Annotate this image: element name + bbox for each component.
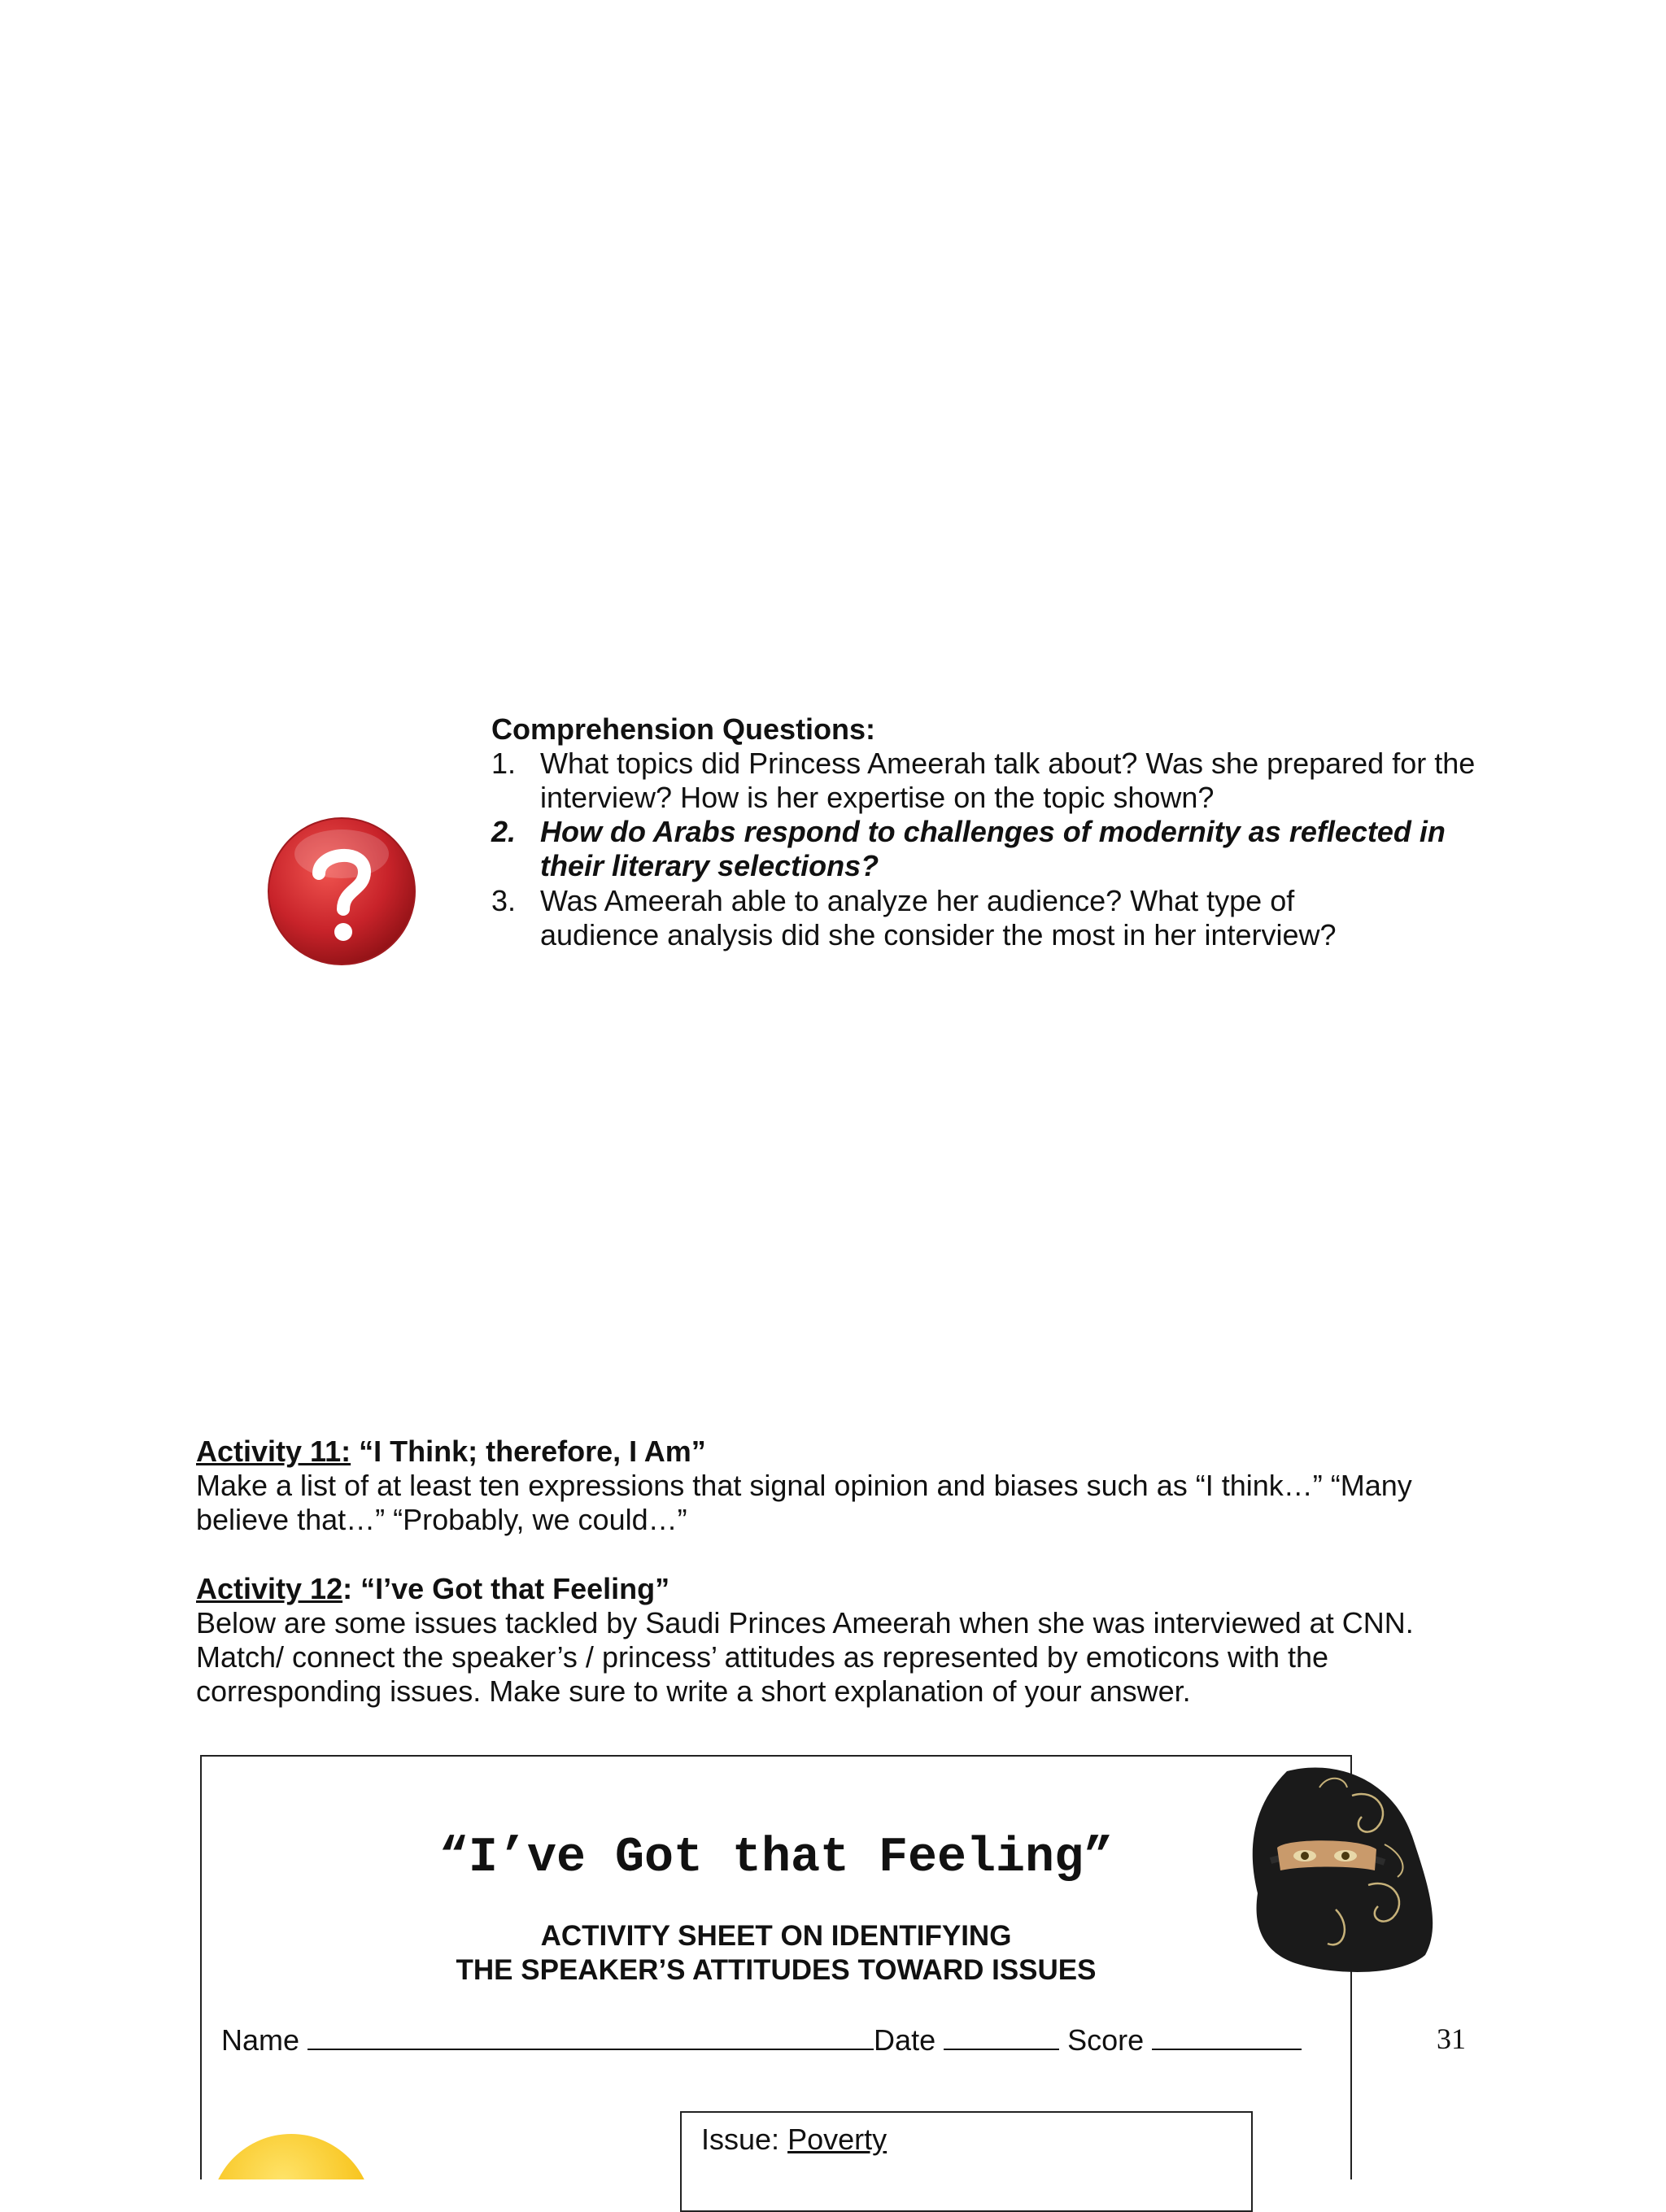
activity-12-title: : “I’ve Got that Feeling” — [342, 1572, 670, 1605]
sheet-subtitle-1: ACTIVITY SHEET ON IDENTIFYING — [540, 1920, 1012, 1952]
veiled-woman-illustration — [1238, 1763, 1438, 1978]
activity-11-text: Make a list of at least ten expressions that signal opinion and biases such as “I think…” “Many believe that…” “Probably, we could…” — [196, 1469, 1412, 1536]
question-1 — [491, 747, 1500, 815]
comprehension-heading: Comprehension Questions: — [491, 712, 876, 746]
sheet-title: “I’ve Got that Feeling” — [438, 1831, 1114, 1886]
sheet-form-line — [221, 2023, 1302, 2057]
activity-sheet — [200, 1755, 1352, 2179]
issue-value: Poverty — [787, 2123, 888, 2156]
question-1-number: 1. — [491, 747, 517, 780]
activity-11-title: “I Think; therefore, I Am” — [351, 1435, 706, 1468]
activity-12-text: Below are some issues tackled by Saudi Princes Ameerah when she was interviewed at CNN. Match/ connect the speaker’s / princess’ attitudes as represented by emoticons with the corresponding issues. Make sure to write a short explanation of your answer. — [196, 1606, 1414, 1708]
issue-label: Issue: — [701, 2123, 780, 2156]
activity-11-label: Activity 11: — [196, 1435, 351, 1468]
question-2 — [491, 815, 1500, 883]
question-1-text: What topics did Princess Ameerah talk about? Was she prepared for the interview? How is her expertise on the topic shown? — [540, 747, 1476, 814]
question-3-text: Was Ameerah able to analyze her audience? What type of audience analysis did she consider the most in her interview? — [540, 884, 1337, 951]
score-label: Score — [1067, 2023, 1145, 2057]
sheet-subtitle-2: THE SPEAKER’S ATTITUDES TOWARD ISSUES — [456, 1954, 1097, 1986]
question-2-number: 2. — [491, 815, 517, 848]
issue-line — [701, 2123, 887, 2157]
question-mark-icon — [265, 815, 418, 968]
date-label: Date — [874, 2023, 936, 2057]
date-field[interactable] — [944, 2024, 1059, 2050]
name-field[interactable] — [307, 2024, 874, 2050]
question-3-number: 3. — [491, 884, 517, 917]
page-number: 31 — [1437, 2023, 1466, 2055]
question-2-text: How do Arabs respond to challenges of modernity as reflected in their literary selections? — [540, 815, 1446, 882]
activity-11-heading — [196, 1435, 1465, 1469]
emoticon-icon — [210, 2126, 373, 2179]
name-label: Name — [221, 2023, 300, 2057]
activity-12-heading — [196, 1572, 1465, 1606]
score-field[interactable] — [1152, 2024, 1302, 2050]
question-3 — [491, 884, 1402, 952]
issue-box — [680, 2111, 1253, 2212]
activity-12-label: Activity 12 — [196, 1572, 343, 1605]
